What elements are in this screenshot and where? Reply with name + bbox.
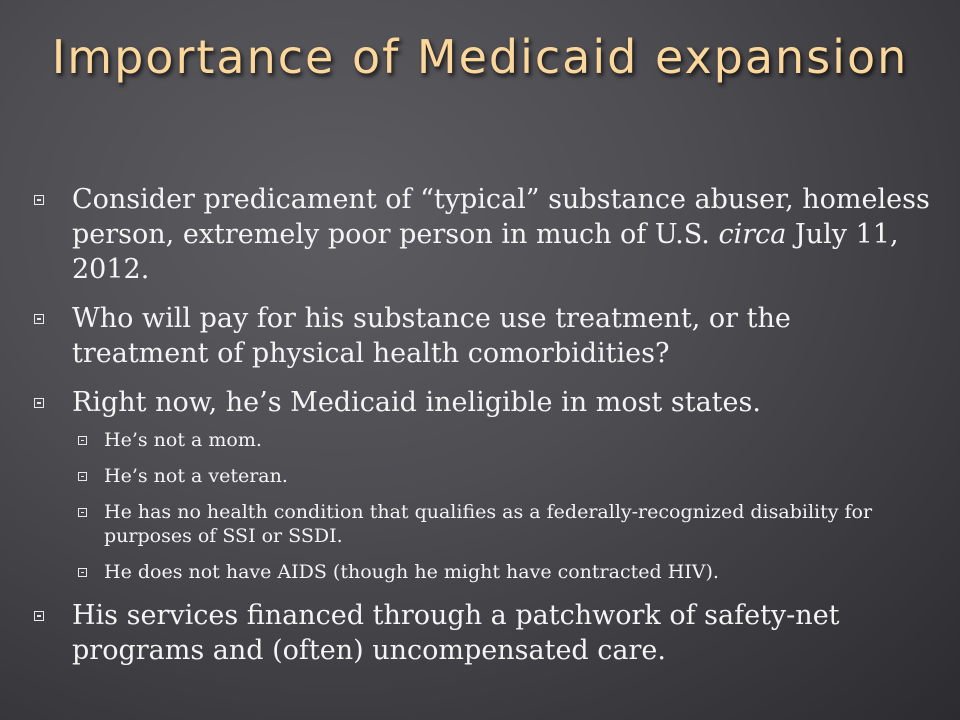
slide-body (34, 182, 934, 682)
bullet-text: Consider predicament of “typical” substance abuser, homeless person, extremely poor person in much of U.S. (72, 184, 930, 250)
bullet-text-end: July 11, 2012. (72, 219, 899, 285)
bullet-item (34, 385, 934, 420)
bullet-text: His services financed through a patchwork of safety-net programs and (often) uncompensated care. (72, 600, 840, 666)
square-bullet-icon (78, 508, 87, 517)
sub-bullet-item (34, 560, 934, 584)
square-bullet-icon (78, 472, 87, 481)
sub-bullet-text: He does not have AIDS (though he might have contracted HIV). (104, 561, 719, 583)
bullet-item (34, 301, 934, 371)
square-bullet-icon (34, 314, 44, 324)
sub-bullet-list (34, 428, 934, 584)
slide-title: Importance of Medicaid expansion (51, 30, 909, 84)
sub-bullet-item (34, 428, 934, 452)
sub-bullet-item (34, 500, 934, 548)
sub-bullet-item (34, 464, 934, 488)
sub-bullet-text: He’s not a mom. (104, 429, 262, 451)
square-bullet-icon (78, 568, 87, 577)
bullet-text: Right now, he’s Medicaid ineligible in most states. (72, 387, 761, 418)
bullet-emphasis: circa (718, 219, 787, 250)
square-bullet-icon (78, 436, 87, 445)
square-bullet-icon (34, 611, 44, 621)
square-bullet-icon (34, 195, 44, 205)
bullet-text: Who will pay for his substance use treatment, or the treatment of physical health comorbidities? (72, 303, 791, 369)
square-bullet-icon (34, 398, 44, 408)
sub-bullet-text: He has no health condition that qualifies as a federally-recognized disability for purposes of SSI or SSDI. (104, 501, 873, 547)
bullet-item (34, 182, 934, 287)
bullet-item (34, 598, 934, 668)
sub-bullet-text: He’s not a veteran. (104, 465, 288, 487)
